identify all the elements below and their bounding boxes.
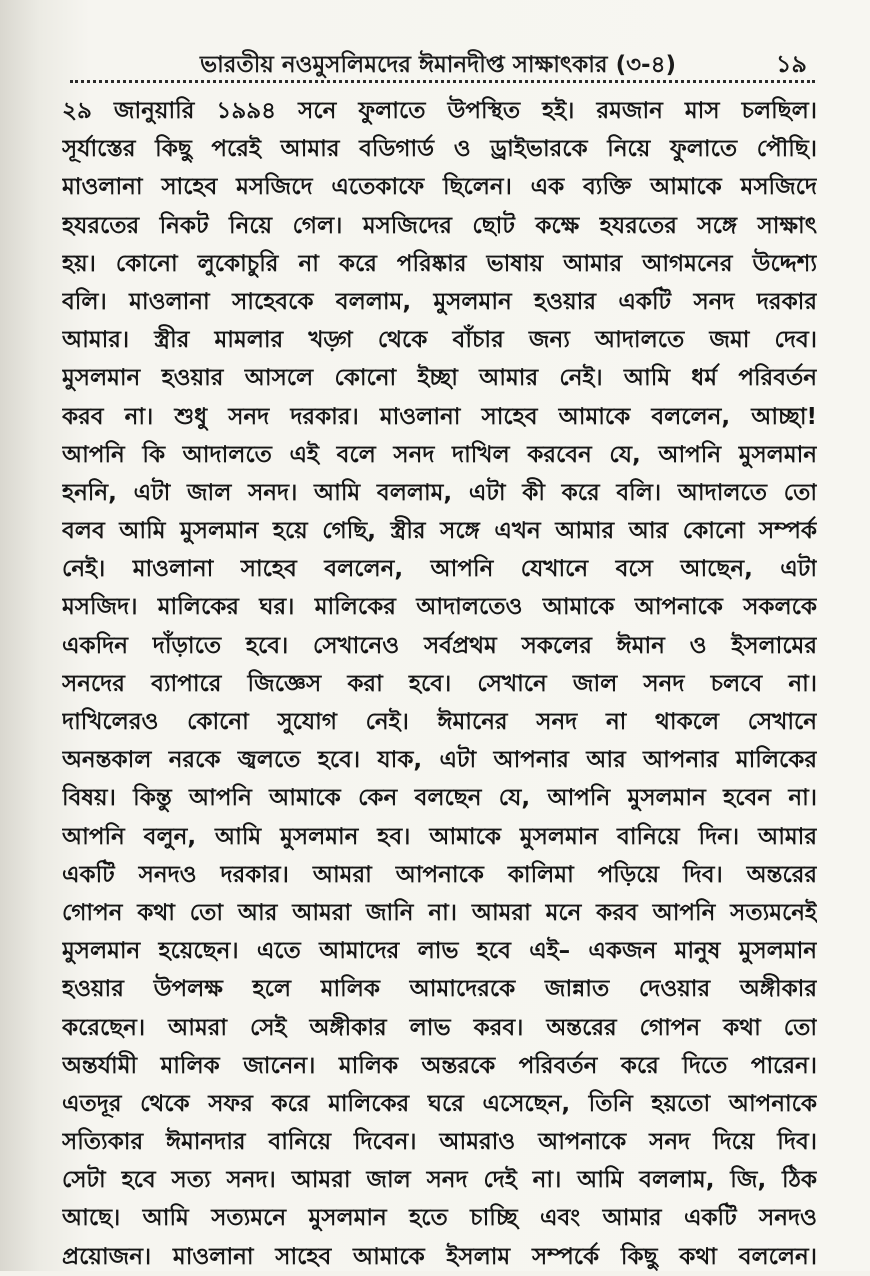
text-line: আপনি বলুন, আমি মুসলমান হব। আমাকে মুসলমান বানিয়ে দিন। আমার [62, 823, 817, 850]
running-head-title: ভারতীয় নওমুসলিমদের ঈমানদীপ্ত সাক্ষাৎকার (৩-৪) [200, 52, 677, 78]
text-line: করব না। শুধু সনদ দরকার। মাওলানা সাহেব আমাকে বললেন, আচ্ছা! [62, 403, 817, 430]
text-line: আছে। আমি সত্যমনে মুসলমান হতে চাচ্ছি এবং আমার একটি সনদও [62, 1205, 817, 1232]
text-line: বলব আমি মুসলমান হয়ে গেছি, স্ত্রীর সঙ্গে এখন আমার আর কোনো সম্পর্ক [62, 518, 817, 545]
dotted-divider [70, 80, 815, 83]
body-text [62, 92, 817, 1276]
running-head [70, 42, 815, 82]
text-line: অনন্তকাল নরকে জ্বলতে হবে। যাক, এটা আপনার আর আপনার মালিকের [62, 747, 817, 774]
text-line: করেছেন। আমরা সেই অঙ্গীকার লাভ করব। অন্তরের গোপন কথা তো [62, 1014, 817, 1041]
text-line: সূর্যাস্তের কিছু পরেই আমার বডিগার্ড ও ড্রাইভারকে নিয়ে ফুলাতে পৌছি। [62, 136, 817, 163]
text-line: অন্তর্যামী মালিক জানেন। মালিক অন্তরকে পরিবর্তন করে দিতে পারেন। [62, 1052, 817, 1079]
text-line: একদিন দাঁড়াতে হবে। সেখানেও সর্বপ্রথম সকলের ঈমান ও ইসলামের [62, 632, 817, 659]
text-line: ২৯ জানুয়ারি ১৯৯৪ সনে ফুলাতে উপস্থিত হই। রমজান মাস চলছিল। [62, 98, 817, 124]
text-line: দাখিলেরও কোনো সুযোগ নেই। ঈমানের সনদ না থাকলে সেখানে [62, 709, 817, 735]
text-line: মাওলানা সাহেব মসজিদে এতেকাফে ছিলেন। এক ব্যক্তি আমাকে মসজিদে [62, 174, 817, 201]
text-line: সনদের ব্যাপারে জিজ্ঞেস করা হবে। সেখানে জাল সনদ চলবে না। [62, 670, 817, 697]
text-line: হযরতের নিকট নিয়ে গেল। মসজিদের ছোট কক্ষে হযরতের সঙ্গে সাক্ষাৎ [62, 212, 817, 239]
page-number: ১৯ [775, 50, 807, 78]
text-line: গোপন কথা তো আর আমরা জানি না। আমরা মনে করব আপনি সত্যমনেই [62, 899, 817, 926]
text-line: আপনি কি আদালতে এই বলে সনদ দাখিল করবেন যে, আপনি মুসলমান [62, 441, 817, 468]
text-line: বিষয়। কিন্তু আপনি আমাকে কেন বলছেন যে, আপনি মুসলমান হবেন না। [62, 785, 817, 812]
text-line: প্রয়োজন। মাওলানা সাহেব আমাকে ইসলাম সম্পর্কে কিছু কথা বললেন। [62, 1243, 817, 1270]
text-line: নেই। মাওলানা সাহেব বললেন, আপনি যেখানে বসে আছেন, এটা [62, 556, 817, 583]
text-line: সেটা হবে সত্য সনদ। আমরা জাল সনদ দেই না। আমি বললাম, জি, ঠিক [62, 1167, 817, 1194]
text-line: হননি, এটা জাল সনদ। আমি বললাম, এটা কী করে বলি। আদালতে তো [62, 479, 817, 506]
text-line: এতদূর থেকে সফর করে মালিকের ঘরে এসেছেন, তিনি হয়তো আপনাকে [62, 1090, 817, 1117]
text-line: মুসলমান হয়েছেন। এতে আমাদের লাভ হবে এই– একজন মানুষ মুসলমান [62, 938, 817, 965]
text-line: মসজিদ। মালিকের ঘর। মালিকের আদালতেও আমাকে আপনাকে সকলকে [62, 594, 817, 621]
text-line: মুসলমান হওয়ার আসলে কোনো ইচ্ছা আমার নেই। আমি ধর্ম পরিবর্তন [62, 365, 817, 392]
text-line: বলি। মাওলানা সাহেবকে বললাম, মুসলমান হওয়ার একটি সনদ দরকার [62, 288, 817, 315]
text-line: হওয়ার উপলক্ষ হলে মালিক আমাদেরকে জান্নাত দেওয়ার অঙ্গীকার [62, 976, 817, 1003]
text-line: একটি সনদও দরকার। আমরা আপনাকে কালিমা পড়িয়ে দিব। অন্তরের [62, 861, 817, 888]
text-line: আমার। স্ত্রীর মামলার খড়্গ থেকে বাঁচার জন্য আদালতে জমা দেব। [62, 327, 817, 354]
text-line: সত্যিকার ঈমানদার বানিয়ে দিবেন। আমরাও আপনাকে সনদ দিয়ে দিব। [62, 1129, 817, 1156]
text-line: হয়। কোনো লুকোচুরি না করে পরিষ্কার ভাষায় আমার আগমনের উদ্দেশ্য [62, 250, 817, 277]
